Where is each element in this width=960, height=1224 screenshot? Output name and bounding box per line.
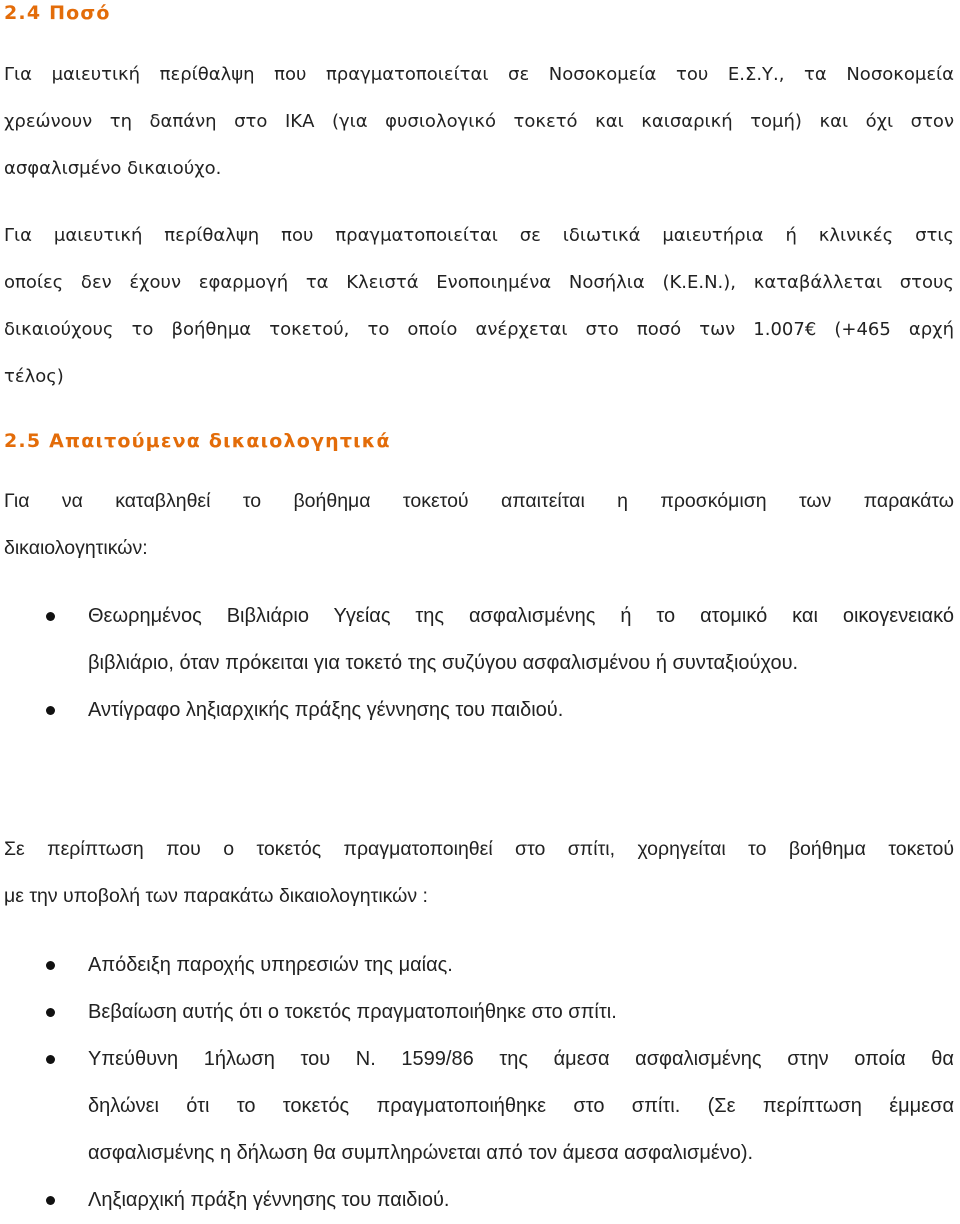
- paragraph-line: Για μαιευτική περίθαλψη που πραγματοποιείται σε Νοσοκομεία του Ε.Σ.Υ., τα Νοσοκομεία: [4, 64, 954, 85]
- paragraph-line: με την υποβολή των παρακάτω δικαιολογητικών :: [4, 885, 428, 907]
- bullet-icon: [46, 1008, 55, 1017]
- paragraph-line: τέλος): [4, 366, 64, 387]
- list-item-line: Υπεύθυνη 1ήλωση του Ν. 1599/86 της άμεσα ασφαλισμένης στην οποία θα: [88, 1048, 954, 1070]
- heading-required-documents: 2.5 Απαιτούμενα δικαιολογητικά: [4, 430, 391, 452]
- paragraph-line: χρεώνουν τη δαπάνη στο ΙΚΑ (για φυσιολογικό τοκετό και καισαρική τομή) και όχι στον: [4, 111, 954, 132]
- documents-list: [0, 593, 960, 734]
- bullet-icon: [46, 1196, 55, 1205]
- list-item-line: Ληξιαρχική πράξη γέννησης του παιδιού.: [88, 1189, 450, 1211]
- paragraph-line: Για να καταβληθεί το βοήθημα τοκετού απαιτείται η προσκόμιση των παρακάτω: [4, 490, 954, 512]
- list-item: [0, 942, 960, 989]
- bullet-icon: [46, 706, 55, 715]
- list-item-line: δηλώνει ότι το τοκετός πραγματοποιήθηκε στο σπίτι. (Σε περίπτωση έμμεσα: [88, 1095, 954, 1117]
- list-item-line: Θεωρημένος Βιβλιάριο Υγείας της ασφαλισμένης ή το ατομικό και οικογενειακό: [88, 605, 954, 627]
- list-item-line: ασφαλισμένης η δήλωση θα συμπληρώνεται από τον άμεσα ασφαλισμένο).: [88, 1142, 754, 1164]
- list-item-line: βιβλιάριο, όταν πρόκειται για τοκετό της συζύγου ασφαλισμένου ή συνταξιούχου.: [88, 652, 799, 674]
- list-item: [0, 1036, 960, 1177]
- bullet-icon: [46, 612, 55, 621]
- heading-amount: 2.4 Ποσό: [4, 2, 111, 24]
- list-item-line: Απόδειξη παροχής υπηρεσιών της μαίας.: [88, 954, 453, 976]
- paragraph-home-birth: [4, 826, 954, 920]
- list-item-line: Βεβαίωση αυτής ότι ο τοκετός πραγματοποιήθηκε στο σπίτι.: [88, 1001, 617, 1023]
- paragraph-line: ασφαλισμένο δικαιούχο.: [4, 158, 222, 179]
- paragraph-private-clinics: [4, 212, 954, 400]
- bullet-icon: [46, 1055, 55, 1064]
- list-item: [0, 1177, 960, 1224]
- paragraph-line: δικαιούχους το βοήθημα τοκετού, το οποίο ανέρχεται στο ποσό των 1.007€ (+465 αρχή: [4, 319, 954, 340]
- paragraph-line: Σε περίπτωση που ο τοκετός πραγματοποιηθεί στο σπίτι, χορηγείται το βοήθημα τοκετού: [4, 838, 954, 860]
- home-birth-documents-list: [0, 942, 960, 1224]
- paragraph-line: οποίες δεν έχουν εφαρμογή τα Κλειστά Ενοποιημένα Νοσήλια (Κ.Ε.Ν.), καταβάλλεται στους: [4, 272, 954, 293]
- list-item: [0, 989, 960, 1036]
- paragraph-public-hospitals: [4, 51, 954, 192]
- list-item: [0, 687, 960, 734]
- list-item-line: Αντίγραφο ληξιαρχικής πράξης γέννησης του παιδιού.: [88, 699, 564, 721]
- paragraph-line: δικαιολογητικών:: [4, 537, 148, 559]
- list-item: [0, 593, 960, 687]
- paragraph-line: Για μαιευτική περίθαλψη που πραγματοποιείται σε ιδιωτικά μαιευτήρια ή κλινικές στις: [4, 225, 954, 246]
- paragraph-documents-intro: [4, 478, 954, 572]
- bullet-icon: [46, 961, 55, 970]
